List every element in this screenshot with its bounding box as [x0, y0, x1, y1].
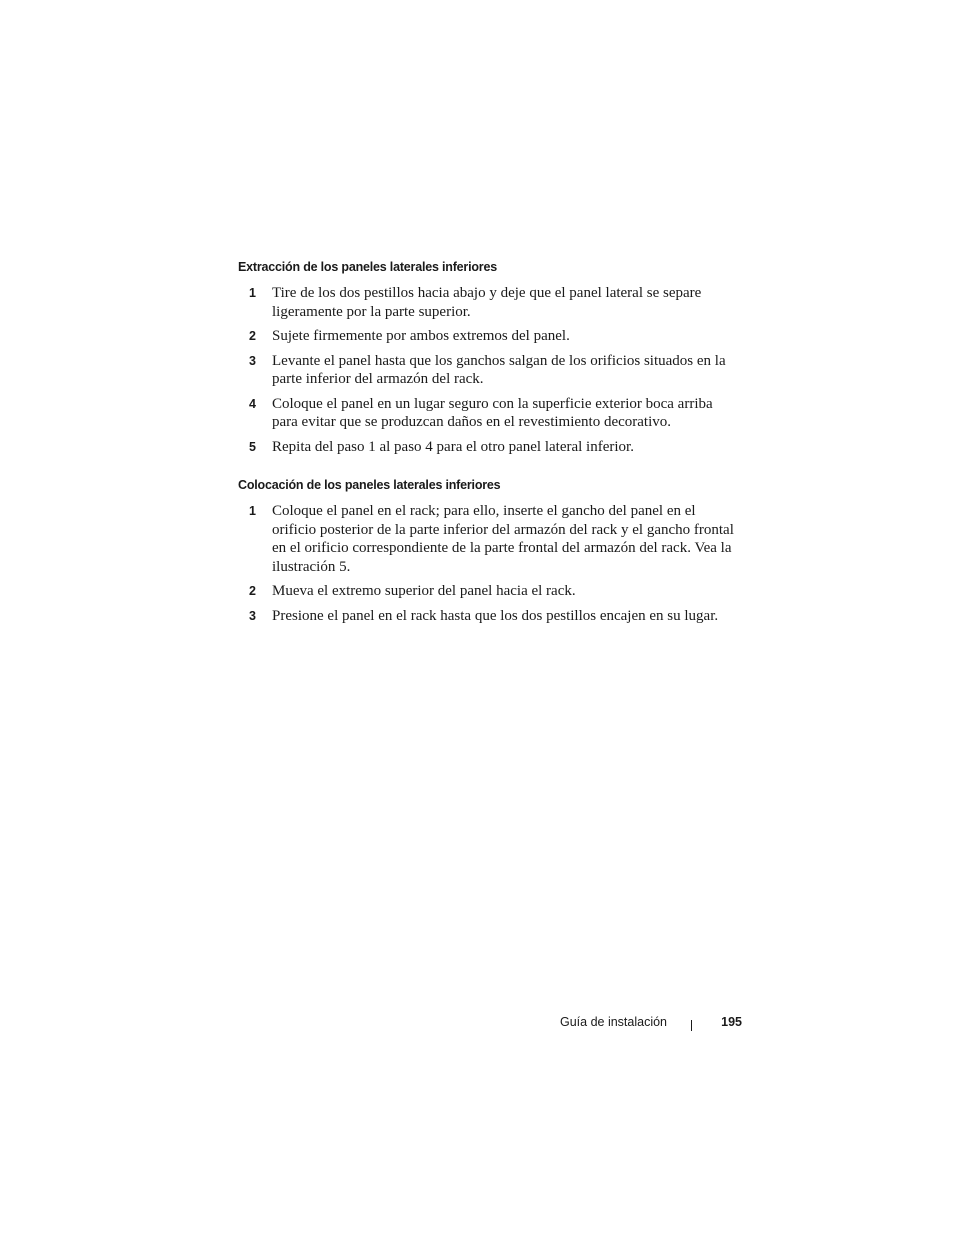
- step-text: Mueva el extremo superior del panel hacia el rack.: [272, 583, 576, 599]
- step-text: Coloque el panel en un lugar seguro con la superficie exterior boca arriba para evitar que se produzcan daños en el revestimiento decorativo.: [272, 395, 713, 430]
- step-number: 3: [249, 353, 256, 368]
- step-item: [238, 582, 738, 601]
- installation-steps-list: [238, 502, 738, 625]
- step-number: 3: [249, 608, 256, 623]
- step-number: 1: [249, 286, 256, 300]
- step-item: [238, 327, 738, 346]
- step-item: [238, 352, 738, 389]
- step-text: Presione el panel en el rack hasta que los dos pestillos encajen en su lugar.: [272, 607, 719, 624]
- section-heading-installation: Colocación de los paneles laterales inferiores: [238, 478, 501, 492]
- step-item: [238, 395, 738, 432]
- step-item: [238, 438, 738, 457]
- step-number: 2: [249, 329, 256, 343]
- document-body: [238, 258, 738, 645]
- step-number: 5: [249, 439, 256, 454]
- footer-separator: [691, 1020, 692, 1031]
- step-number: 2: [249, 584, 256, 598]
- step-text: Levante el panel hasta que los ganchos salgan de los orificios situados en la parte inferior del armazón del rack.: [272, 352, 726, 387]
- step-item: [238, 607, 738, 626]
- step-item: [238, 502, 738, 576]
- removal-steps-list: [238, 284, 738, 456]
- step-text: Sujete firmemente por ambos extremos del panel.: [272, 328, 570, 344]
- footer-document-title: Guía de instalación: [560, 1015, 668, 1029]
- page-number: 195: [721, 1015, 742, 1029]
- section-heading-removal: Extracción de los paneles laterales inferiores: [238, 260, 497, 274]
- page-footer: [560, 1015, 742, 1035]
- step-text: Repita del paso 1 al paso 4 para el otro panel lateral inferior.: [272, 438, 634, 455]
- step-text: Coloque el panel en el rack; para ello, inserte el gancho del panel en el orificio posterior de la parte inferior del armazón del rack y el gancho frontal en el orificio correspondiente de la parte frontal del armazón del rack. Vea la ilustración 5.: [272, 503, 734, 575]
- step-number: 4: [249, 396, 256, 411]
- step-text: Tire de los dos pestillos hacia abajo y deje que el panel lateral se separe ligeramente por la parte superior.: [272, 285, 702, 320]
- step-item: [238, 284, 738, 321]
- step-number: 1: [249, 504, 256, 518]
